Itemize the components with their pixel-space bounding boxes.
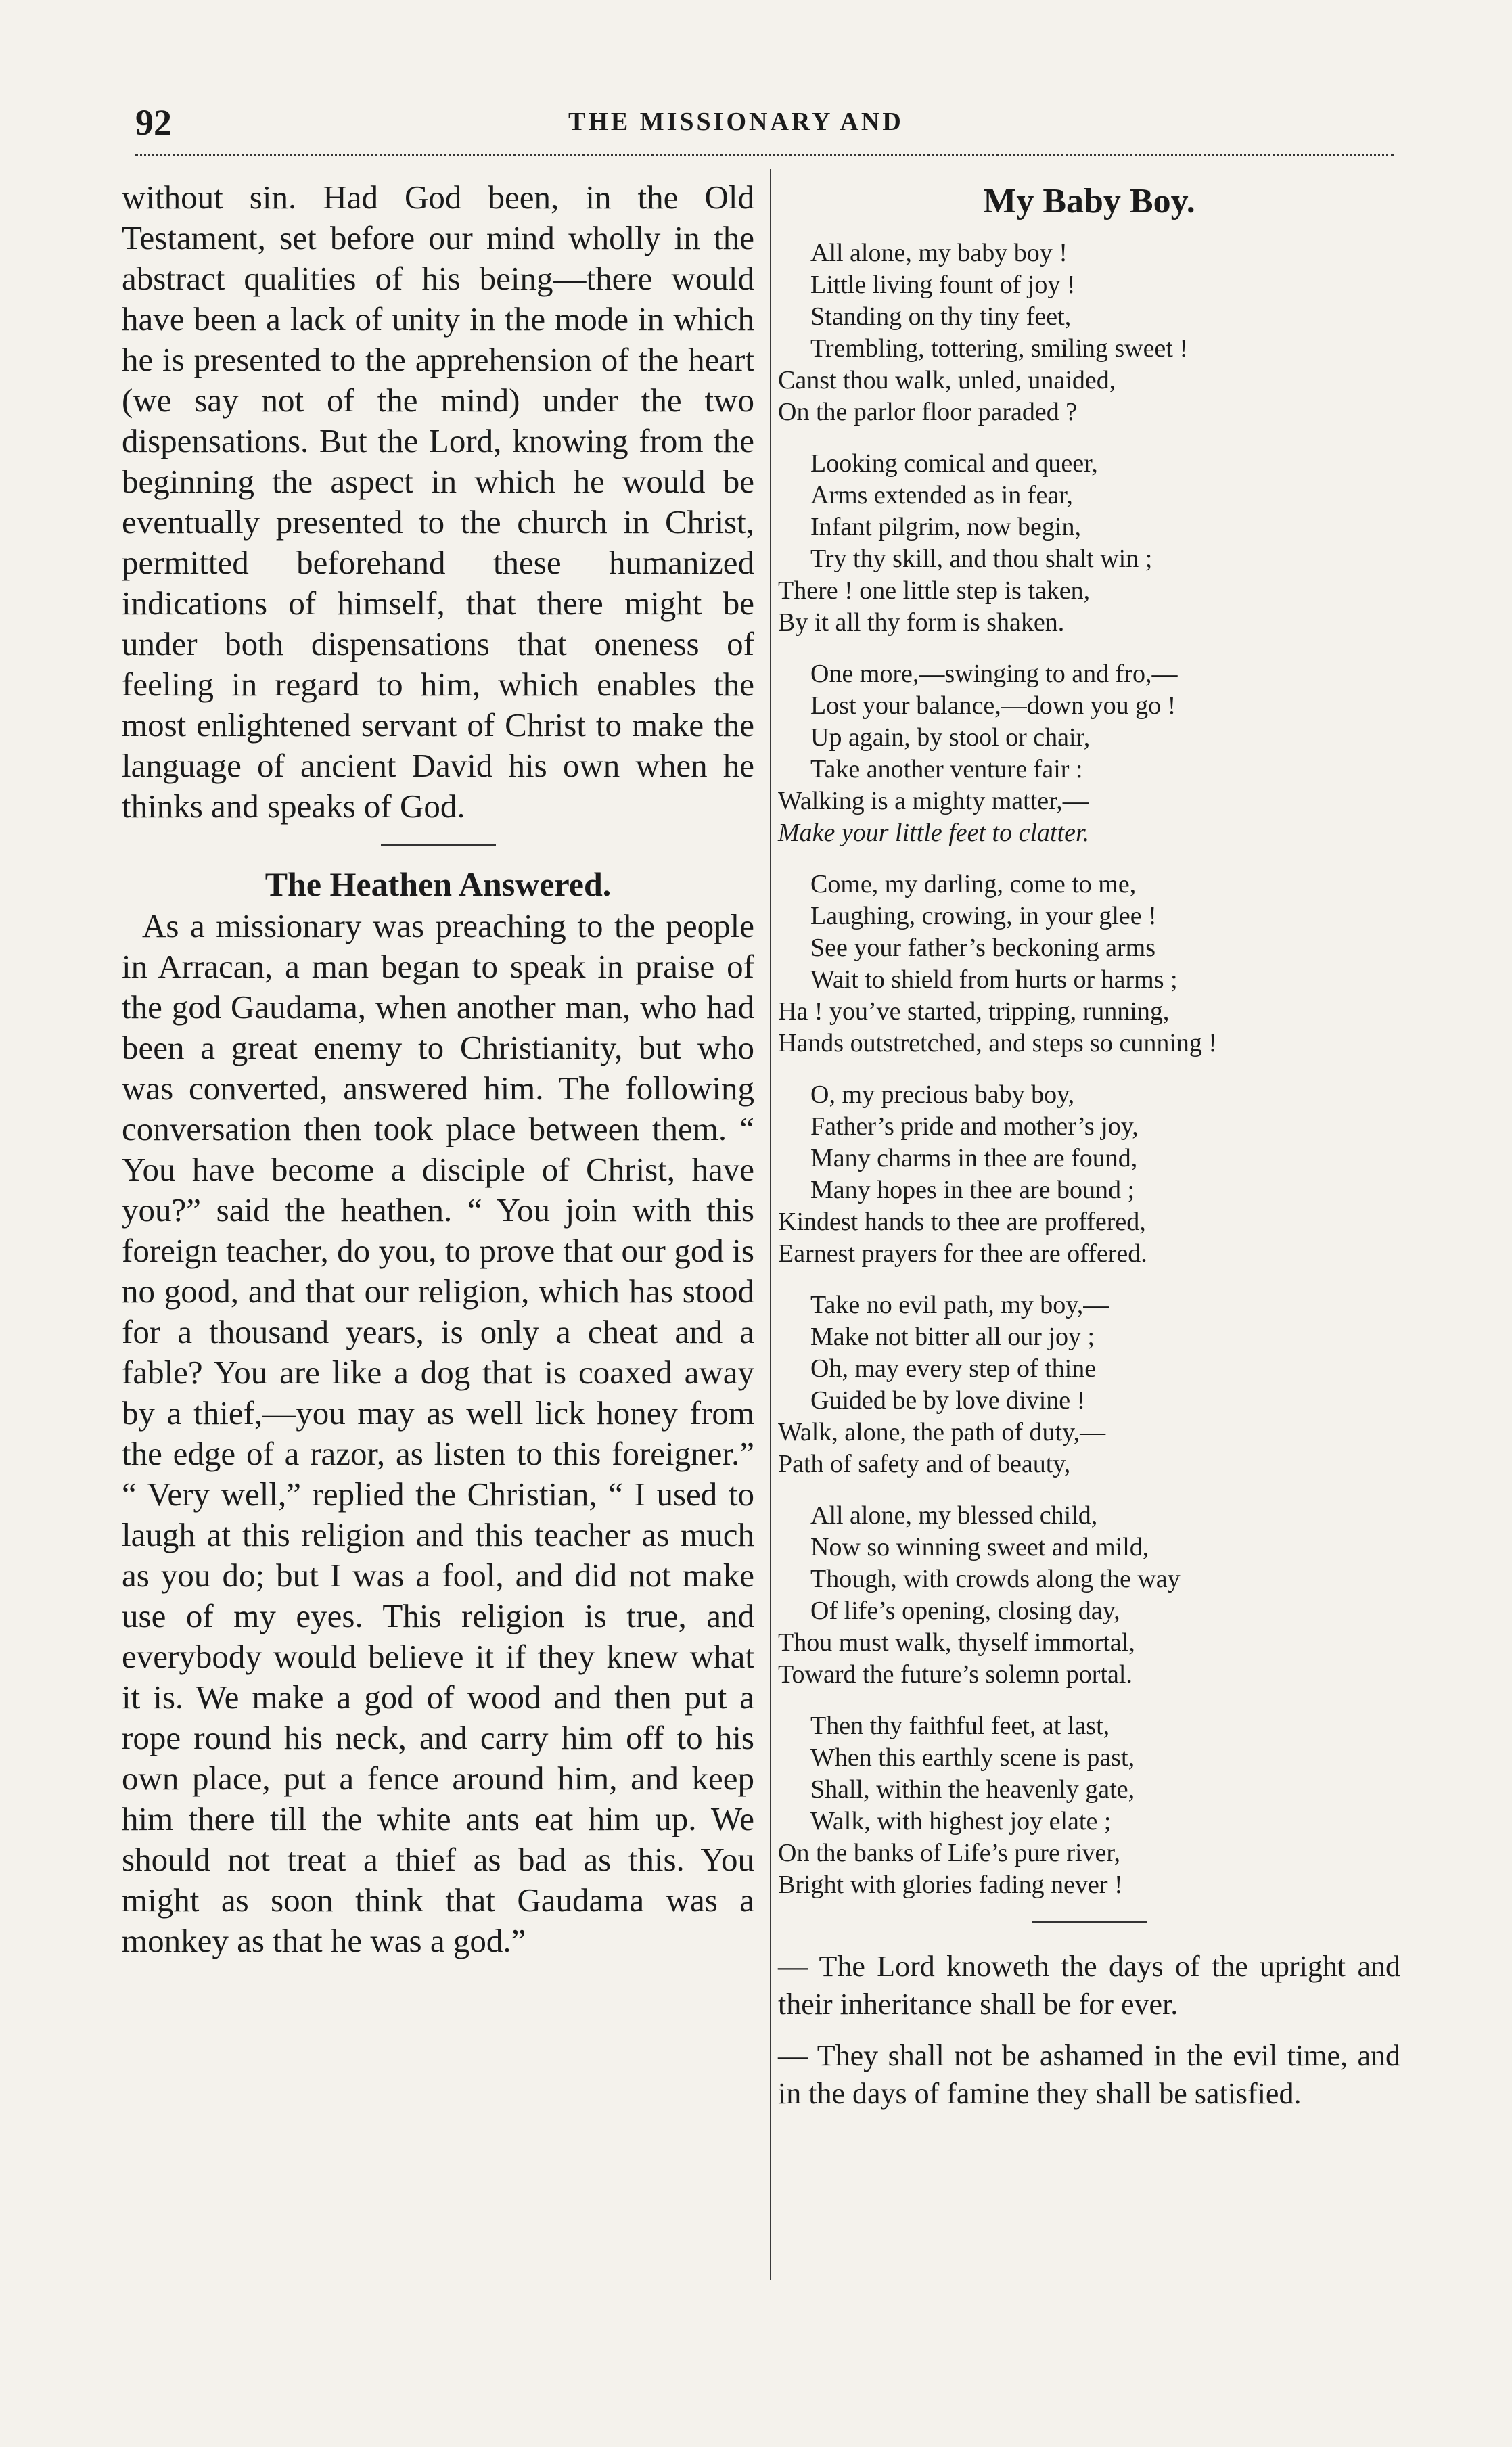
poem-stanza: [778, 1289, 1400, 1480]
poem-stanza: [778, 869, 1400, 1059]
header-rule: [135, 154, 1394, 156]
section-divider-right: [1032, 1921, 1147, 1923]
poem-stanza: [778, 1500, 1400, 1691]
poem-title: My Baby Boy.: [983, 182, 1195, 221]
poem-line: On the banks of Life’s pure river,: [778, 1839, 1121, 1867]
poem-line: Thou must walk, thyself immortal,: [778, 1628, 1135, 1657]
poem-line: Try thy skill, and thou shalt win ;: [810, 545, 1153, 573]
poem-line: See your father’s beckoning arms: [810, 934, 1156, 962]
poem-line: Walk, with highest joy elate ;: [810, 1807, 1112, 1835]
poem-line: Ha ! you’ve started, tripping, running,: [778, 997, 1170, 1026]
page-number: 92: [135, 102, 172, 143]
poem-line: All alone, my blessed child,: [810, 1501, 1098, 1530]
article-title: The Heathen Answered.: [265, 865, 612, 903]
poem-line: On the parlor floor paraded ?: [778, 398, 1078, 426]
poem-stanza: [778, 237, 1400, 428]
poem-line: Hands outstretched, and steps so cunning !: [778, 1029, 1218, 1057]
right-column: [778, 177, 1400, 2126]
poem-line: Make not bitter all our joy ;: [810, 1323, 1095, 1351]
poem-line: There ! one little step is taken,: [778, 576, 1091, 605]
poem-stanza: [778, 448, 1400, 639]
left-column: [122, 177, 754, 1961]
poem-line: One more,—swinging to and fro,—: [810, 660, 1178, 688]
section-divider: [381, 844, 496, 846]
poem-line: Canst thou walk, unled, unaided,: [778, 366, 1116, 394]
poem-line: Infant pilgrim, now begin,: [810, 513, 1081, 541]
article-body: As a missionary was preaching to the people in Arracan, a man began to speak in praise of the god Gaudama, when another man, who had been a great enemy to Christianity, but who was converted, answered him. The following conversation then took place between them. “ You have become a disciple of Christ, have you?” said the heathen. “ You join with this foreign teacher, do you, to prove that our god is no good, and that our religion, which has stood for a thousand years, is only a cheat and a fable? You are like a dog that is coaxed away by a thief,—you may as well lick honey from the edge of a razor, as listen to this foreigner.” “ Very well,” replied the Christian, “ I used to laugh at this religion and this teacher as much as you do; but I was a fool, and did not make use of my eyes. This religion is true, and everybody would believe it if they knew what it is. We make a god of wood and then put a rope round his neck, and carry him off to his own place, put a fence around him, and keep him there till the white ants eat him up. We should not treat a thief as bad as this. You might as soon think that Gaudama was a monkey as that he was a god.”: [122, 907, 754, 1959]
poem-line: Little living fount of joy !: [810, 271, 1076, 299]
poem-line: Arms extended as in fear,: [810, 481, 1073, 509]
poem-line: All alone, my baby boy !: [810, 239, 1068, 267]
poem-line: Father’s pride and mother’s joy,: [810, 1112, 1139, 1141]
poem-line: Path of safety and of beauty,: [778, 1450, 1071, 1478]
poem-line: Toward the future’s solemn portal.: [778, 1660, 1132, 1689]
poem-line: Many charms in thee are found,: [810, 1144, 1138, 1172]
poem-stanza: [778, 658, 1400, 849]
poem-line: Bright with glories fading never !: [778, 1871, 1123, 1899]
poem-line: O, my precious baby boy,: [810, 1080, 1075, 1109]
poem-stanza: [778, 1710, 1400, 1901]
poem-stanza: [778, 1079, 1400, 1270]
poem-line: Laughing, crowing, in your glee !: [810, 902, 1157, 930]
poem-line: Looking comical and queer,: [810, 449, 1098, 478]
poem-line: Walking is a mighty matter,—: [778, 787, 1089, 815]
column-divider: [770, 169, 771, 2280]
poem-line: Take no evil path, my boy,—: [810, 1291, 1109, 1319]
poem-line: Oh, may every step of thine: [810, 1354, 1097, 1383]
poem-line: Though, with crowds along the way: [810, 1565, 1181, 1593]
poem-line: Trembling, tottering, smiling sweet !: [810, 334, 1189, 363]
poem-line: Standing on thy tiny feet,: [810, 302, 1072, 331]
poem-line: Up again, by stool or chair,: [810, 723, 1091, 752]
poem-line: Now so winning sweet and mild,: [810, 1533, 1149, 1561]
poem-line: By it all thy form is shaken.: [778, 608, 1065, 637]
poem-line: Shall, within the heavenly gate,: [810, 1775, 1135, 1804]
poem-line: Wait to shield from hurts or harms ;: [810, 965, 1178, 994]
poem-body: [778, 237, 1400, 1901]
continued-paragraph: without sin. Had God been, in the Old Testament, set before our mind wholly in the abstract qualities of his being—there would have been a lack of unity in the mode in which he is presented to the apprehension of the heart (we say not of the mind) under the two dispensations. But the Lord, knowing from the beginning the aspect in which he would be eventually presented to the church in Christ, permitted beforehand these humanized indications of himself, that there might be under both dispensations that oneness of feeling in regard to him, which enables the most enlightened servant of Christ to make the language of ancient David his own when he thinks and speaks of God.: [122, 179, 754, 825]
poem-line: Walk, alone, the path of duty,—: [778, 1418, 1106, 1446]
running-title: THE MISSIONARY AND: [568, 108, 904, 136]
poem-line: Make your little feet to clatter.: [778, 819, 1090, 847]
poem-line: Come, my darling, come to me,: [810, 870, 1137, 898]
maxim-famine: — They shall not be ashamed in the evil time, and in the days of famine they shall be satisfied.: [778, 2039, 1400, 2110]
page-header: [135, 101, 1394, 149]
maxim-upright: — The Lord knoweth the days of the upright and their inheritance shall be for ever.: [778, 1950, 1400, 2021]
poem-line: Guided be by love divine !: [810, 1386, 1086, 1415]
poem-line: When this earthly scene is past,: [810, 1743, 1135, 1772]
poem-line: Lost your balance,—down you go !: [810, 691, 1176, 720]
poem-line: Take another venture fair :: [810, 755, 1083, 783]
poem-line: Of life’s opening, closing day,: [810, 1597, 1120, 1625]
poem-line: Then thy faithful feet, at last,: [810, 1712, 1110, 1740]
poem-line: Earnest prayers for thee are offered.: [778, 1239, 1147, 1268]
poem-line: Many hopes in thee are bound ;: [810, 1176, 1135, 1204]
poem-line: Kindest hands to thee are proffered,: [778, 1208, 1146, 1236]
